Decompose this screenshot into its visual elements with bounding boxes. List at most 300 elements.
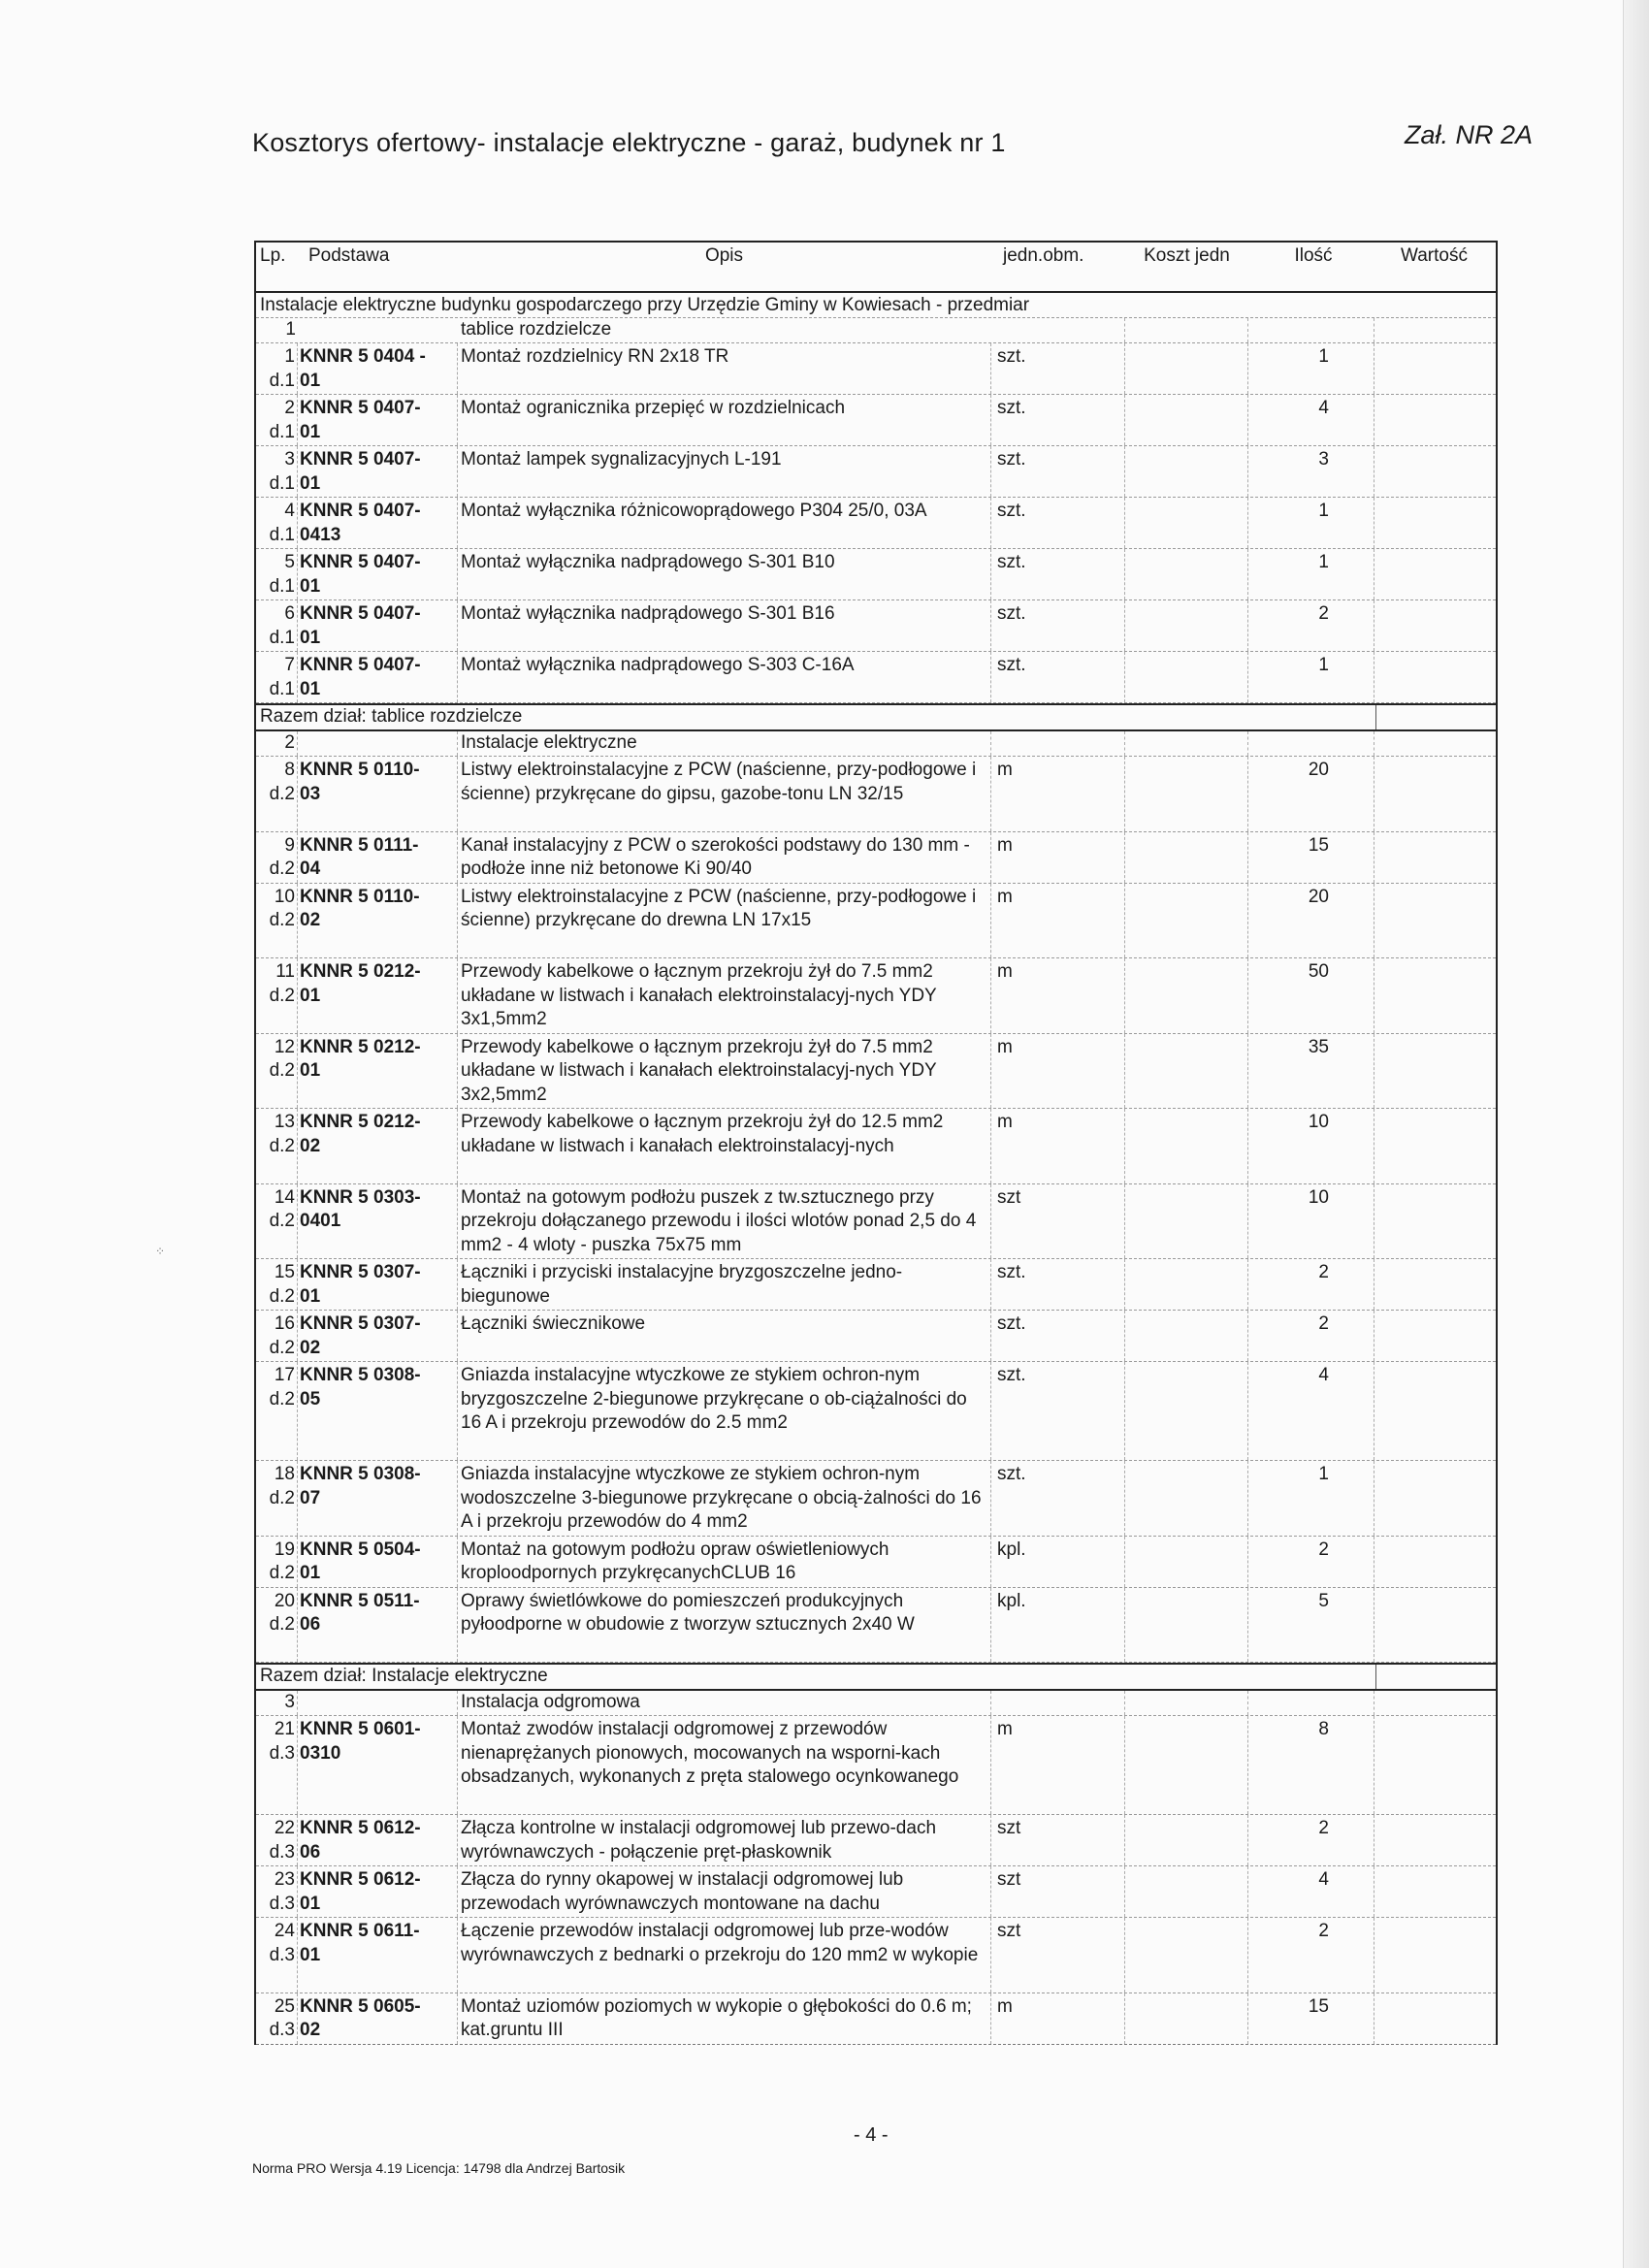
- item-value: [1374, 1866, 1494, 1917]
- item-value: [1374, 1259, 1494, 1310]
- table-row: [256, 1993, 1496, 2045]
- item-number: 13: [274, 1112, 295, 1132]
- item-value: [1374, 884, 1494, 958]
- item-unit: kpl.: [991, 1537, 1125, 1587]
- table-row: [256, 1815, 1496, 1866]
- item-division: d.2: [269, 1135, 295, 1156]
- item-quantity: 1: [1248, 652, 1374, 702]
- table-header-row: [256, 243, 1496, 293]
- item-description: Złącza do rynny okapowej w instalacji odgromowej lub przewodach wyrównawczych montowane na dachu: [458, 1866, 991, 1917]
- item-lp: [256, 1866, 298, 1917]
- item-description: Kanał instalacyjny z PCW o szerokości podstawy do 130 mm - podłoże inne niż betonowe Ki 90/40: [458, 832, 991, 883]
- item-value: [1374, 1034, 1494, 1109]
- podstawa-code: KNNR 5 0407-: [300, 449, 421, 470]
- item-value: [1374, 1109, 1494, 1183]
- item-number: 9: [284, 834, 295, 856]
- item-unit-cost: [1125, 884, 1248, 958]
- item-division: d.2: [269, 1285, 295, 1307]
- item-lp: [256, 446, 298, 497]
- table-row: [256, 600, 1496, 652]
- section-empty-cell: [991, 318, 1125, 342]
- item-quantity: 1: [1248, 498, 1374, 548]
- item-division: d.2: [269, 1487, 295, 1508]
- item-description: Przewody kabelkowe o łącznym przekroju żył do 12.5 mm2 układane w listwach i kanałach elektroinstalacyj-nych: [458, 1109, 991, 1183]
- item-lp: [256, 652, 298, 702]
- section-podstawa-empty: [298, 731, 458, 756]
- item-number: 23: [274, 1869, 295, 1890]
- item-value: [1374, 1184, 1494, 1259]
- podstawa-subcode: 0413: [300, 524, 341, 545]
- item-unit-cost: [1125, 1866, 1248, 1917]
- item-number: 6: [284, 603, 295, 624]
- section-header-row: [256, 318, 1496, 343]
- software-license-footer: Norma PRO Wersja 4.19 Licencja: 14798 dla Andrzej Bartosik: [252, 2160, 626, 2176]
- item-number: 18: [274, 1464, 295, 1484]
- podstawa-code: KNNR 5 0308-: [300, 1365, 421, 1385]
- item-unit-cost: [1125, 1362, 1248, 1460]
- item-description: Montaż lampek sygnalizacyjnych L-191: [458, 446, 991, 497]
- item-division: d.3: [269, 2020, 295, 2040]
- podstawa-subcode: 01: [300, 370, 321, 391]
- table-row: [256, 1362, 1496, 1461]
- item-division: d.3: [269, 1893, 295, 1914]
- item-podstawa: [298, 1461, 458, 1536]
- section-header-row: [256, 1691, 1496, 1716]
- item-number: 3: [284, 449, 295, 470]
- annex-label: Zał. NR 2A: [1405, 120, 1534, 149]
- podstawa-code: KNNR 5 0611-: [300, 1921, 420, 1941]
- item-description: Przewody kabelkowe o łącznym przekroju żył do 7.5 mm2 układane w listwach i kanałach elektroinstalacyj-nych YDY 3x2,5mm2: [458, 1034, 991, 1109]
- item-value: [1374, 1362, 1494, 1460]
- item-podstawa: [298, 498, 458, 548]
- podstawa-code: KNNR 5 0307-: [300, 1262, 421, 1282]
- item-unit-cost: [1125, 1588, 1248, 1663]
- item-unit-cost: [1125, 832, 1248, 883]
- section-empty-cell: [1248, 1691, 1374, 1715]
- item-lp: [256, 498, 298, 548]
- section-empty-cell: [1125, 731, 1248, 756]
- item-number: 12: [274, 1036, 295, 1057]
- item-quantity: 2: [1248, 600, 1374, 651]
- item-unit: szt.: [991, 343, 1125, 394]
- item-description: Montaż uziomów poziomych w wykopie o głębokości do 0.6 m; kat.gruntu III: [458, 1993, 991, 2044]
- item-division: d.2: [269, 1060, 295, 1081]
- item-number: 11: [275, 961, 295, 982]
- section-subtotal-label: Razem dział: tablice rozdzielcze: [256, 705, 1376, 729]
- item-description: Przewody kabelkowe o łącznym przekroju żył do 7.5 mm2 układane w listwach i kanałach elektroinstalacyj-nych YDY 3x1,5mm2: [458, 958, 991, 1033]
- podstawa-code: KNNR 5 0511-: [300, 1590, 420, 1611]
- item-lp: [256, 549, 298, 599]
- item-description: Montaż na gotowym podłożu opraw oświetleniowych kroploodpornych przykręcanychCLUB 16: [458, 1537, 991, 1587]
- item-value: [1374, 757, 1494, 831]
- item-podstawa: [298, 395, 458, 445]
- item-value: [1374, 343, 1494, 394]
- item-value: [1374, 1716, 1494, 1814]
- item-podstawa: [298, 1259, 458, 1310]
- item-description: Montaż na gotowym podłożu puszek z tw.sztucznego przy przekroju dołączanego przewodu i ilości wlotów ponad 2,5 do 4 mm2 - 4 wloty - puszka 75x75 mm: [458, 1184, 991, 1259]
- item-description: Listwy elektroinstalacyjne z PCW (naścienne, przy-podłogowe i ścienne) przykręcane do gipsu, gazobe-tonu LN 32/15: [458, 757, 991, 831]
- item-description: Łączenie przewodów instalacji odgromowej lub prze-wodów wyrównawczych z bednarki o przekroju do 120 mm2 w wykopie: [458, 1918, 991, 1993]
- table-row: [256, 549, 1496, 600]
- item-lp: [256, 1918, 298, 1993]
- item-number: 2: [284, 398, 295, 418]
- podstawa-subcode: 07: [300, 1487, 321, 1508]
- section-subtotal-label: Razem dział: Instalacje elektryczne: [256, 1665, 1376, 1689]
- item-description: Montaż wyłącznika różnicowoprądowego P304 25/0, 03A: [458, 498, 991, 548]
- item-division: d.2: [269, 859, 295, 879]
- item-unit-cost: [1125, 1184, 1248, 1259]
- podstawa-subcode: 02: [300, 2020, 321, 2040]
- column-header-jedn-obm: jedn.obm.: [1003, 245, 1084, 266]
- item-lp: [256, 1461, 298, 1536]
- item-number: 15: [274, 1262, 295, 1282]
- item-unit: szt: [991, 1184, 1125, 1259]
- item-quantity: 20: [1248, 757, 1374, 831]
- item-value: [1374, 1588, 1494, 1663]
- section-empty-cell: [1125, 318, 1248, 342]
- table-row: [256, 1716, 1496, 1815]
- item-quantity: 1: [1248, 549, 1374, 599]
- table-row: [256, 1866, 1496, 1918]
- table-row: [256, 958, 1496, 1034]
- item-number: 21: [274, 1719, 295, 1739]
- podstawa-code: KNNR 5 0407-: [300, 603, 421, 624]
- podstawa-code: KNNR 5 0307-: [300, 1313, 421, 1334]
- item-unit-cost: [1125, 1815, 1248, 1865]
- item-value: [1374, 600, 1494, 651]
- section-empty-cell: [1374, 1691, 1494, 1715]
- table-row: [256, 446, 1496, 498]
- podstawa-subcode: 01: [300, 1563, 321, 1583]
- podstawa-code: KNNR 5 0110-: [300, 760, 420, 780]
- section-empty-cell: [991, 731, 1125, 756]
- item-unit: szt.: [991, 395, 1125, 445]
- item-unit-cost: [1125, 1716, 1248, 1814]
- podstawa-code: KNNR 5 0111-: [300, 834, 419, 856]
- item-unit: m: [991, 1109, 1125, 1183]
- item-unit-cost: [1125, 498, 1248, 548]
- item-number: 17: [274, 1365, 295, 1385]
- item-podstawa: [298, 1716, 458, 1814]
- table-row: [256, 1461, 1496, 1537]
- podstawa-code: KNNR 5 0612-: [300, 1818, 421, 1838]
- item-podstawa: [298, 1866, 458, 1917]
- item-division: d.2: [269, 1614, 295, 1635]
- item-podstawa: [298, 600, 458, 651]
- item-podstawa: [298, 1311, 458, 1361]
- item-quantity: 4: [1248, 1866, 1374, 1917]
- item-number: 24: [274, 1921, 295, 1941]
- item-lp: [256, 884, 298, 958]
- item-lp: [256, 757, 298, 831]
- section-empty-cell: [1125, 1691, 1248, 1715]
- item-description: Gniazda instalacyjne wtyczkowe ze stykiem ochron-nym bryzgoszczelne 2-biegunowe przykręcane o ob-ciążalności do 16 A i przekroju przewodów do 2.5 mm2: [458, 1362, 991, 1460]
- podstawa-subcode: 01: [300, 1944, 321, 1965]
- item-division: d.1: [269, 421, 295, 442]
- podstawa-code: KNNR 5 0303-: [300, 1186, 421, 1208]
- table-row: [256, 1259, 1496, 1311]
- section-empty-cell: [1374, 318, 1494, 342]
- item-division: d.2: [269, 985, 295, 1006]
- section-empty-cell: [991, 1691, 1125, 1715]
- item-unit: m: [991, 884, 1125, 958]
- item-unit: szt: [991, 1918, 1125, 1993]
- item-unit: m: [991, 958, 1125, 1033]
- item-podstawa: [298, 958, 458, 1033]
- item-unit: szt.: [991, 1259, 1125, 1310]
- item-quantity: 2: [1248, 1311, 1374, 1361]
- item-unit: szt: [991, 1866, 1125, 1917]
- column-header-ilosc: Ilość: [1294, 245, 1333, 266]
- podstawa-code: KNNR 5 0407-: [300, 398, 421, 418]
- section-title: Instalacje elektryczne: [458, 731, 991, 756]
- section-empty-cell: [1248, 318, 1374, 342]
- item-unit: szt.: [991, 1362, 1125, 1460]
- item-podstawa: [298, 1993, 458, 2044]
- item-lp: [256, 1034, 298, 1109]
- item-number: 16: [274, 1313, 295, 1334]
- table-row: [256, 884, 1496, 959]
- item-lp: [256, 1311, 298, 1361]
- item-lp: [256, 1184, 298, 1259]
- item-quantity: 1: [1248, 1461, 1374, 1536]
- item-description: Montaż wyłącznika nadprądowego S-303 C-16A: [458, 652, 991, 702]
- item-unit-cost: [1125, 549, 1248, 599]
- item-podstawa: [298, 446, 458, 497]
- item-number: 19: [274, 1539, 295, 1560]
- item-unit: szt.: [991, 1461, 1125, 1536]
- item-unit-cost: [1125, 1311, 1248, 1361]
- item-unit-cost: [1125, 600, 1248, 651]
- table-row: [256, 1109, 1496, 1184]
- podstawa-subcode: 01: [300, 1285, 321, 1307]
- section-empty-cell: [1374, 731, 1494, 756]
- section-header-row: [256, 731, 1496, 757]
- section-number: 3: [256, 1691, 298, 1715]
- podstawa-subcode: 02: [300, 1337, 321, 1358]
- podstawa-subcode: 0401: [300, 1211, 341, 1231]
- section-number: 1: [285, 319, 296, 340]
- podstawa-subcode: 02: [300, 1135, 321, 1156]
- column-header-koszt-jedn: Koszt jedn: [1144, 245, 1230, 266]
- item-podstawa: [298, 1034, 458, 1109]
- estimate-banner: Instalacje elektryczne budynku gospodarczego przy Urzędzie Gminy w Kowiesach - przedmiar: [260, 295, 1030, 315]
- item-number: 5: [284, 552, 295, 572]
- item-division: d.3: [269, 1742, 295, 1764]
- item-quantity: 1: [1248, 343, 1374, 394]
- podstawa-subcode: 01: [300, 1893, 321, 1914]
- item-unit-cost: [1125, 1537, 1248, 1587]
- podstawa-code: KNNR 5 0407-: [300, 655, 421, 675]
- item-description: Gniazda instalacyjne wtyczkowe ze stykiem ochron-nym wodoszczelne 3-biegunowe przykręcane o obcią-żalności do 16 A i przekroju przewodów do 4 mm2: [458, 1461, 991, 1536]
- item-value: [1374, 446, 1494, 497]
- item-unit-cost: [1125, 395, 1248, 445]
- item-unit-cost: [1125, 652, 1248, 702]
- item-podstawa: [298, 1815, 458, 1865]
- podstawa-subcode: 01: [300, 472, 321, 494]
- podstawa-code: KNNR 5 0601-: [300, 1719, 421, 1739]
- item-unit: m: [991, 757, 1125, 831]
- item-quantity: 8: [1248, 1716, 1374, 1814]
- item-unit-cost: [1125, 958, 1248, 1033]
- item-quantity: 10: [1248, 1184, 1374, 1259]
- table-row: [256, 1184, 1496, 1260]
- podstawa-code: KNNR 5 0504-: [300, 1539, 421, 1560]
- item-lp: [256, 1993, 298, 2044]
- section-title: Instalacja odgromowa: [458, 1691, 991, 1715]
- table-row: [256, 1311, 1496, 1362]
- item-division: d.2: [269, 1211, 295, 1231]
- table-row: [256, 1918, 1496, 1993]
- item-description: Złącza kontrolne w instalacji odgromowej lub przewo-dach wyrównawczych - połączenie pręt-płaskownik: [458, 1815, 991, 1865]
- item-value: [1374, 652, 1494, 702]
- item-lp: [256, 1537, 298, 1587]
- table-row: [256, 832, 1496, 884]
- item-unit: szt.: [991, 549, 1125, 599]
- column-header-podstawa: Podstawa: [308, 245, 390, 266]
- item-unit-cost: [1125, 1918, 1248, 1993]
- item-value: [1374, 1537, 1494, 1587]
- item-lp: [256, 1716, 298, 1814]
- item-lp: [256, 958, 298, 1033]
- item-division: d.2: [269, 1388, 295, 1409]
- item-unit-cost: [1125, 446, 1248, 497]
- podstawa-code: KNNR 5 0404 -: [300, 346, 426, 367]
- item-number: 8: [284, 760, 295, 780]
- item-quantity: 20: [1248, 884, 1374, 958]
- item-division: d.1: [269, 524, 295, 545]
- section-subtotal-value: [1376, 705, 1496, 729]
- item-podstawa: [298, 832, 458, 883]
- item-division: d.2: [269, 910, 295, 930]
- item-unit-cost: [1125, 1461, 1248, 1536]
- item-podstawa: [298, 1184, 458, 1259]
- item-unit: szt.: [991, 1311, 1125, 1361]
- item-number: 20: [274, 1590, 295, 1611]
- table-row: [256, 652, 1496, 703]
- section-subtotal-row: [256, 1663, 1496, 1691]
- table-banner-row: [256, 293, 1496, 318]
- item-unit: szt.: [991, 652, 1125, 702]
- podstawa-subcode: 04: [300, 859, 321, 879]
- item-number: 25: [274, 1995, 295, 2017]
- item-unit: m: [991, 1034, 1125, 1109]
- podstawa-subcode: 0310: [300, 1742, 341, 1764]
- item-value: [1374, 832, 1494, 883]
- podstawa-code: KNNR 5 0308-: [300, 1464, 421, 1484]
- item-division: d.1: [269, 370, 295, 391]
- item-division: d.1: [269, 627, 295, 648]
- column-header-wartosc: Wartość: [1401, 245, 1468, 266]
- table-row: [256, 1537, 1496, 1588]
- item-number: 1: [284, 346, 295, 367]
- item-unit: szt.: [991, 446, 1125, 497]
- item-number: 22: [274, 1818, 295, 1838]
- item-unit-cost: [1125, 1034, 1248, 1109]
- item-lp: [256, 832, 298, 883]
- item-division: d.3: [269, 1841, 295, 1863]
- table-row: [256, 395, 1496, 446]
- table-row: [256, 1034, 1496, 1110]
- section-subtotal-value: [1376, 1665, 1496, 1689]
- section-number: 2: [256, 731, 298, 756]
- item-division: d.1: [269, 472, 295, 494]
- scan-artifact: ⁘: [155, 1245, 166, 1258]
- column-header-lp: Lp.: [260, 245, 286, 266]
- item-podstawa: [298, 1109, 458, 1183]
- podstawa-code: KNNR 5 0612-: [300, 1869, 421, 1890]
- item-description: Montaż rozdzielnicy RN 2x18 TR: [458, 343, 991, 394]
- section-title: tablice rozdzielcze: [461, 319, 612, 340]
- item-division: d.2: [269, 1337, 295, 1358]
- item-quantity: 4: [1248, 1362, 1374, 1460]
- item-unit: szt.: [991, 600, 1125, 651]
- item-quantity: 15: [1248, 1993, 1374, 2044]
- podstawa-subcode: 01: [300, 627, 321, 648]
- item-description: Listwy elektroinstalacyjne z PCW (naścienne, przy-podłogowe i ścienne) przykręcane do drewna LN 17x15: [458, 884, 991, 958]
- item-lp: [256, 1588, 298, 1663]
- podstawa-code: KNNR 5 0110-: [300, 886, 420, 907]
- table-row: [256, 498, 1496, 549]
- item-value: [1374, 1461, 1494, 1536]
- scanned-page-edge: [1623, 0, 1649, 2268]
- section-subtotal-row: [256, 703, 1496, 731]
- podstawa-subcode: 01: [300, 678, 321, 699]
- item-quantity: 4: [1248, 395, 1374, 445]
- item-lp: [256, 1815, 298, 1865]
- item-unit-cost: [1125, 1993, 1248, 2044]
- item-value: [1374, 498, 1494, 548]
- item-lp: [256, 1259, 298, 1310]
- item-quantity: 35: [1248, 1034, 1374, 1109]
- item-podstawa: [298, 757, 458, 831]
- podstawa-subcode: 05: [300, 1388, 321, 1409]
- item-unit: kpl.: [991, 1588, 1125, 1663]
- podstawa-code: KNNR 5 0407-: [300, 552, 421, 572]
- podstawa-code: KNNR 5 0212-: [300, 1036, 421, 1057]
- item-description: Montaż ogranicznika przepięć w rozdzielnicach: [458, 395, 991, 445]
- item-quantity: 10: [1248, 1109, 1374, 1183]
- item-unit-cost: [1125, 757, 1248, 831]
- podstawa-subcode: 03: [300, 783, 321, 804]
- item-number: 7: [284, 655, 295, 675]
- item-podstawa: [298, 1918, 458, 1993]
- podstawa-subcode: 02: [300, 910, 321, 930]
- item-number: 4: [284, 501, 295, 521]
- item-lp: [256, 343, 298, 394]
- item-quantity: 2: [1248, 1537, 1374, 1587]
- item-quantity: 3: [1248, 446, 1374, 497]
- section-empty-cell: [1248, 731, 1374, 756]
- podstawa-code: KNNR 5 0212-: [300, 961, 421, 982]
- item-value: [1374, 1918, 1494, 1993]
- item-description: Łączniki i przyciski instalacyjne bryzgoszczelne jedno-biegunowe: [458, 1259, 991, 1310]
- item-lp: [256, 1109, 298, 1183]
- item-quantity: 2: [1248, 1259, 1374, 1310]
- item-quantity: 5: [1248, 1588, 1374, 1663]
- item-division: d.1: [269, 575, 295, 597]
- podstawa-subcode: 01: [300, 985, 321, 1006]
- item-division: d.1: [269, 678, 295, 699]
- item-quantity: 2: [1248, 1815, 1374, 1865]
- item-description: Oprawy świetlówkowe do pomieszczeń produkcyjnych pyłoodporne w obudowie z tworzyw sztucznych 2x40 W: [458, 1588, 991, 1663]
- item-value: [1374, 958, 1494, 1033]
- podstawa-subcode: 06: [300, 1841, 321, 1863]
- item-unit: m: [991, 832, 1125, 883]
- item-quantity: 15: [1248, 832, 1374, 883]
- podstawa-subcode: 01: [300, 421, 321, 442]
- item-podstawa: [298, 1588, 458, 1663]
